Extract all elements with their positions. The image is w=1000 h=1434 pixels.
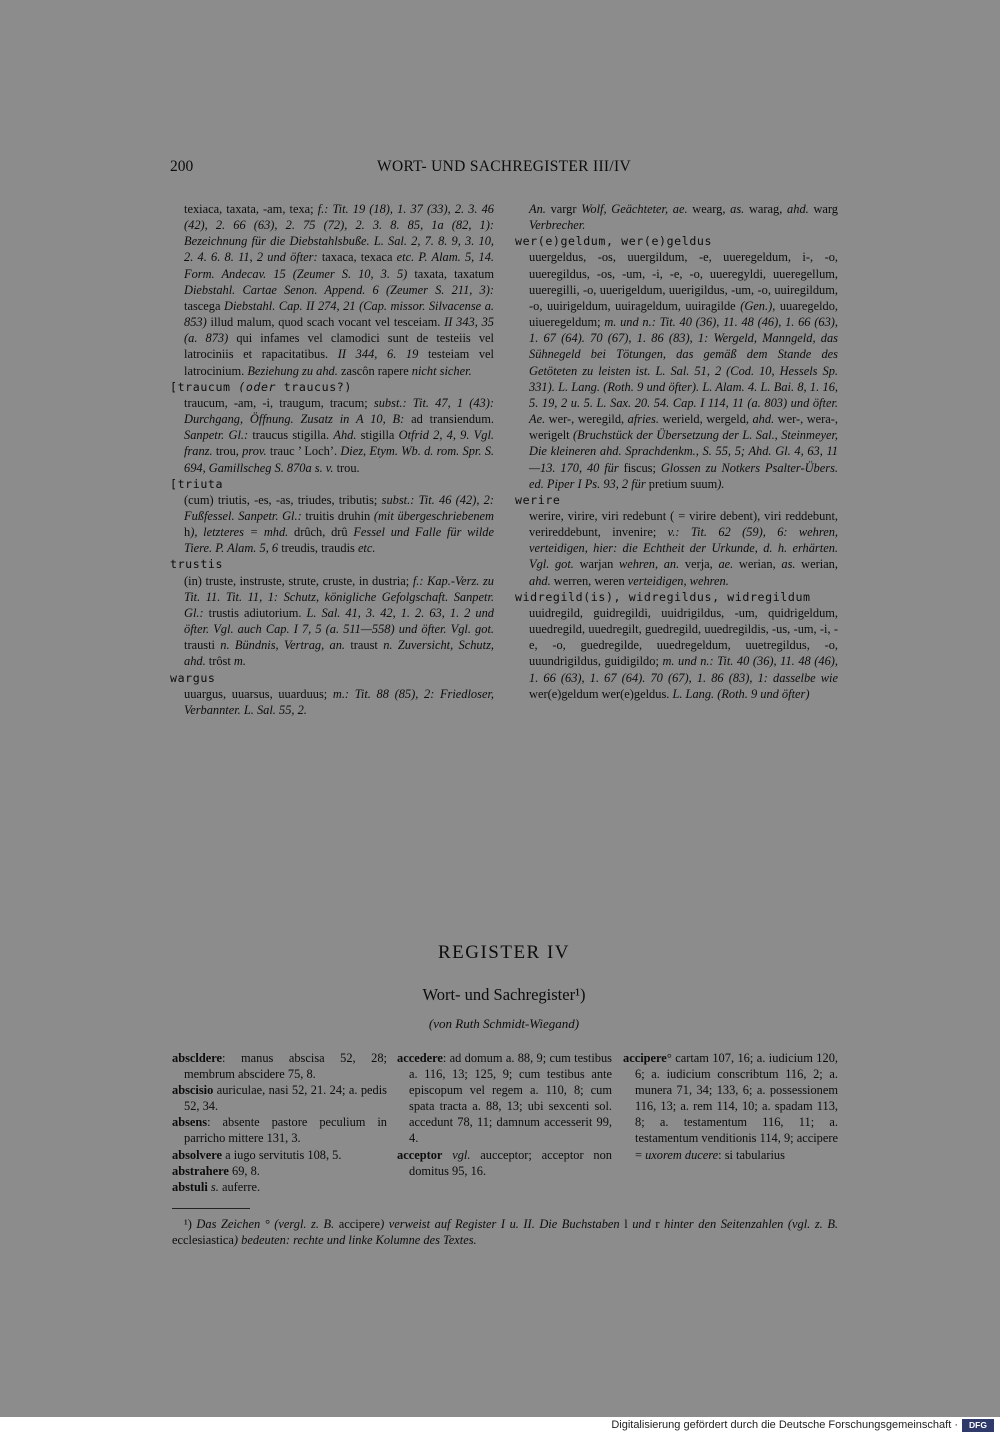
- left-column: [170, 201, 494, 718]
- entry-headword: trustis: [170, 557, 224, 572]
- register-entry: abstuli s. auferre.: [172, 1179, 261, 1194]
- entry-text: An. vargr Wolf, Geächteter, ae. wearg, as. warag, ahd. warg Verbrecher.: [529, 202, 838, 233]
- entry-headword: [traucum (oder traucus?): [170, 379, 352, 394]
- register-entry: absens: absente pastore peculium in parricho mittere 131, 3.: [172, 1115, 387, 1146]
- register-author: (von Ruth Schmidt-Wiegand): [428, 1016, 580, 1031]
- register-entry: abscisio auriculae, nasi 52, 21. 24; a. pedis 52, 34.: [172, 1083, 387, 1114]
- register-entry: abstrahere 69, 8.: [172, 1163, 260, 1178]
- register-entry: acceptor vgl. aucceptor; acceptor non domitus 95, 16.: [397, 1147, 612, 1178]
- register-entry: accedere: ad domum a. 88, 9; cum testibus a. 116, 13; 125, 9; cum testibus ante episcopum vel regem a. 110, 8; cum spata tracta a. 88, 13; ubi sexcenti sol. accedunt 78, 11; damnum accesserit 99, 4.: [397, 1051, 612, 1146]
- register-column-2: [397, 1050, 612, 1179]
- running-title: WORT- UND SACHREGISTER III/IV: [377, 158, 631, 175]
- entry-text: texiaca, taxata, -am, texa; f.: Tit. 19 (18), 1. 37 (33), 2. 3. 46 (42), 2. 66 (63), 2. 75 (72), 2. 3. 8. 85, 1a (82, 1): Bezeichnung für die Diebstahlsbuße. L. Sal. 2, 7. 8. 9, 3. 10, 2. 4. 6. 8. 11, 2 und öfter: taxaca, texaca etc. P. Alam. 5, 14. Form. Andecav. 15 (Zeumer S. 10, 3. 5) taxata, taxatum Diebstahl. Cartae Senon. Append. 6 (Zeumer S. 211, 3): tascega Diebstahl. Cap. II 274, 21 (Cap. missor. Silvacense a. 853) illud malum, quod scach vocant vel tesceiam. II 343, 35 (a. 873) qui infames vel clamodici sunt de testeiis vel latrociniis et rapacitatibus. II 344, 6. 19 testeiam vel latrocinium. Beziehung zu ahd. zascôn rapere nicht sicher.: [184, 202, 494, 378]
- entry-text: (cum) triutis, -es, -as, triudes, tributis; subst.: Tit. 46 (42), 2: Fußfessel. Sanpetr. Gl.: truitis druhin (mit übergeschriebenem h), letzteres = mhd. drûch, drû Fessel und Falle für wilde Tiere. P. Alam. 5, 6 treudis, traudis etc.: [184, 492, 495, 556]
- entry-headword: werire: [515, 492, 561, 507]
- footnote-rule: [172, 1208, 250, 1209]
- page-number: 200: [170, 158, 194, 175]
- register-title: REGISTER IV: [437, 942, 571, 963]
- footnote: ¹) Das Zeichen ° (vergl. z. B. accipere) verweist auf Register I u. II. Die Buchstaben l und r hinter den Seitenzahlen (vgl. z. B. ecclesiastica) bedeuten: rechte und linke Kolumne des Textes.: [172, 1217, 838, 1248]
- entry-text: uuargus, uuarsus, uuarduus; m.: Tit. 88 (85), 2: Friedloser, Verbannter. L. Sal. 55, 2.: [184, 686, 494, 717]
- register-column-1: [172, 1050, 387, 1195]
- dfg-logo: DFG: [962, 1419, 994, 1432]
- entry-text: (in) truste, instruste, strute, cruste, in dustria; f.: Kap.-Verz. zu Tit. 11. Tit. 11, 1: Schutz, königliche Gefolgschaft. Sanpetr. Gl.: trustis adiutorium. L. Sal. 41, 3. 42, 1. 2. 63, 1. 2 und öfter. Vgl. auch Cap. I 7, 5 (a. 511—558) und öfter. Vgl. got. trausti n. Bündnis, Vertrag, an. traust n. Zuversicht, Schutz, ahd. trôst m.: [184, 573, 494, 669]
- dfg-credit: Digitalisierung gefördert durch die Deutsche Forschungsgemeinschaft ·: [611, 1419, 958, 1431]
- running-head: [170, 158, 838, 180]
- entry-headword: wer(e)geldum, wer(e)geldus: [515, 234, 713, 249]
- entry-headword: wargus: [170, 670, 216, 685]
- entry-headword: widregild(is), widregildus, widregildum: [515, 589, 811, 604]
- register-column-3: [623, 1050, 838, 1163]
- entry-text: uuidregild, guidregildi, uuidrigildus, -um, quidrigeldum, uuedregild, uuedregilt, guedregild, uuedregildis, -us, -um, -i, -e, -o, guedregilde, uuedregeldum, uuetregildus, -o, uuundrigildus, guidigildo; m. und n.: Tit. 40 (36), 11. 48 (46), 1. 66 (63), 1. 67 (64). 70 (67), 1. 86 (83), 1: dasselbe wie wer(e)geldum wer(e)geldus. L. Lang. (Roth. 9 und öfter): [529, 605, 839, 701]
- entry-text: traucum, -am, -i, traugum, tracum; subst.: Tit. 47, 1 (43): Durchgang, Öffnung. Zusatz in A 10, B: ad transiendum. Sanpetr. Gl.: traucus stigilla. Ahd. stigilla Otfrid 2, 4, 9. Vgl. franz. trou, prov. trauc ’ Loch’. Diez, Etym. Wb. d. rom. Spr. S. 694, Gamillscheg S. 870a s. v. trou.: [184, 395, 495, 475]
- register-entry: absolvere a iugo servitutis 108, 5.: [172, 1147, 342, 1162]
- entry-headword: [triuta: [170, 476, 224, 491]
- register-entry: accipere° cartam 107, 16; a. iudicium 120, 6; a. iudicium conscribtum 116, 2; a. munera 71, 34; 133, 6; a. possessionem 116, 13; a. rem 114, 10; a. spadam 113, 8; a. testamentum 116, 11; a. testamentum venditionis 114, 9; accipere = uxorem ducere: si tabularius: [623, 1051, 838, 1162]
- register-entry: abscldere: manus abscisa 52, 28; membrum abscidere 75, 8.: [172, 1051, 387, 1082]
- entry-text: werire, virire, viri redebunt ( = virire debent), viri reddebunt, verireddebunt, invenire; v.: Tit. 62 (59), 6: wehren, verteidigen, hier: die Echtheit der Urkunde, d. h. erhärten. Vgl. got. warjan wehren, an. verja, ae. werian, as. werian, ahd. werren, weren verteidigen, wehren.: [529, 508, 838, 588]
- register-subtitle: Wort- und Sachregister¹): [422, 985, 586, 1004]
- entry-text: uuergeldus, -os, uuergildum, -e, uueregeldum, i-, -o, uueregildus, -os, -um, -i, -e, -o, uueregyldi, uueregellum, uueregilli, -o, uuerigeldum, uuerigildus, -um, -o, uuiregildum, -o, uuirigeldum, uuirageldum, uuiragilde (Gen.), uuaregeldo, uiueregeldum; m. und n.: Tit. 40 (36), 11. 48 (46), 1. 66 (63), 1. 67 (64). 70 (67), 1. 86 (83), 1: Wergeld, Manngeld, das Sühnegeld bei Tötungen, das gemäß dem Stande des Getöteten zu leisten ist. L. Sal. 51, 2 (Cod. 10, Hessels Sp. 331). L. Lang. (Roth. 9 und öfter). L. Alam. 4. L. Bai. 8, 1. 16, 5. 19, 2 u. 5. L. Sax. 20. 54. Cap. I 114, 11 (a. 803) und öfter. Ae. wer-, weregild, afries. werield, wergeld, ahd. wer-, wera-, werigelt (Bruchstück der Übersetzung der L. Sal., Steinmeyer, Die kleineren ahd. Sprachdenkm., S. 55, 5; Ahd. Gl. 4, 63, 11—13. 170, 40 für fiscus; Glossen zu Notkers Psalter-Übers. ed. Piper I Ps. 93, 2 für pretium suum).: [529, 250, 838, 491]
- right-column: [515, 201, 838, 702]
